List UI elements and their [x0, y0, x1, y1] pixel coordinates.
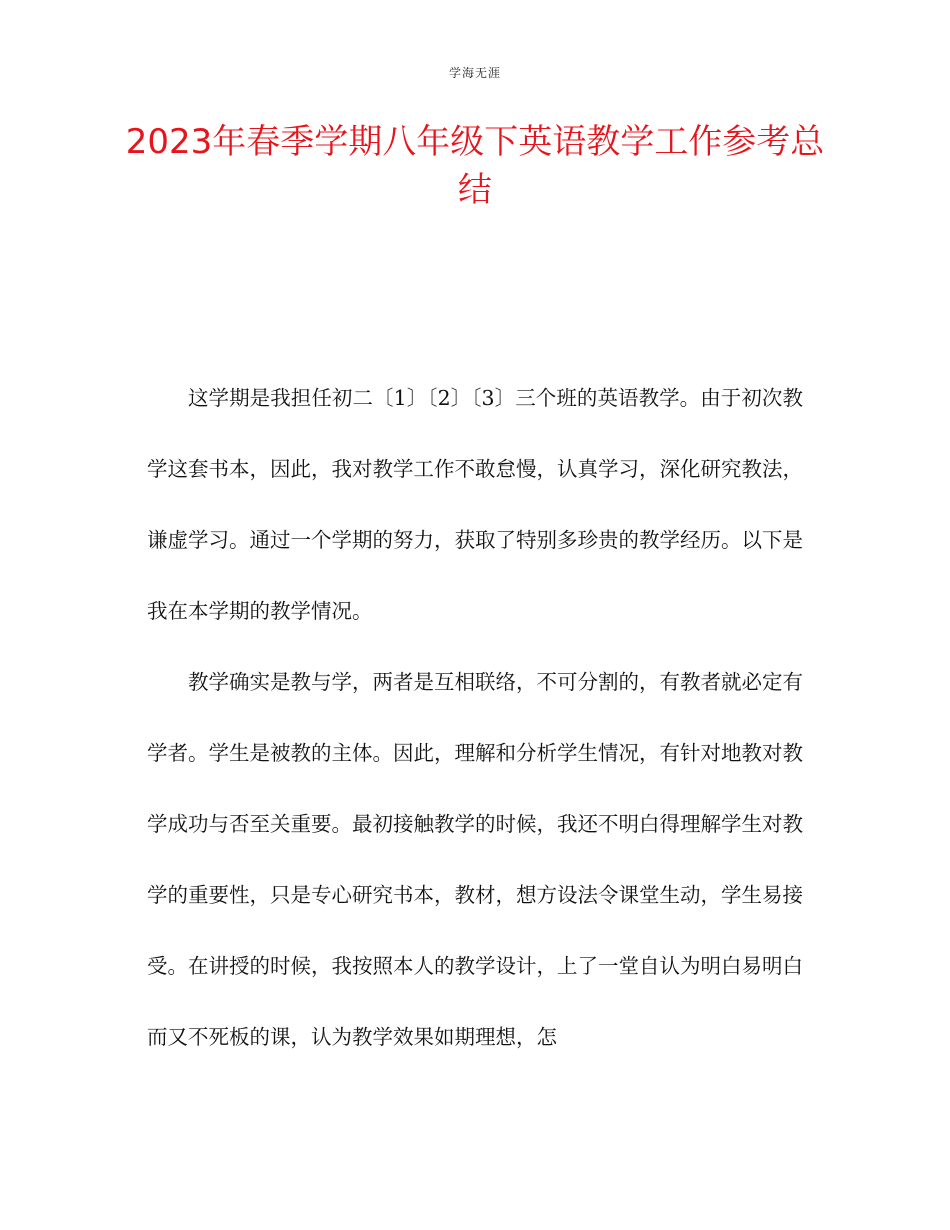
paragraph-2: 教学确实是教与学，两者是互相联络，不可分割的，有教者就必定有学者。学生是被教的主体。因此，理解和分析学生情况，有针对地教对教学成功与否至关重要。最初接触教学的时候，我还不明白得理解学生对教学的重要性，只是专心研究书本，教材，想方设法令课堂生动，学生易接受。在讲授的时候，我按照本人的教学设计，上了一堂自认为明白易明白而又不死板的课，认为教学效果如期理想，怎 [147, 670, 803, 1049]
paragraph-1: 这学期是我担任初二〔1〕〔2〕〔3〕三个班的英语教学。由于初次教学这套书本，因此，我对教学工作不敢怠慢，认真学习，深化研究教法，谦虚学习。通过一个学期的努力，获取了特别多珍贵的教学经历。以下是我在本学期的教学情况。 [147, 386, 803, 623]
page-header: 学海无涯 [448, 66, 501, 80]
document-title: 2023年春季学期八年级下英语教学工作参考总结 [125, 122, 825, 210]
document-body [147, 363, 803, 1073]
